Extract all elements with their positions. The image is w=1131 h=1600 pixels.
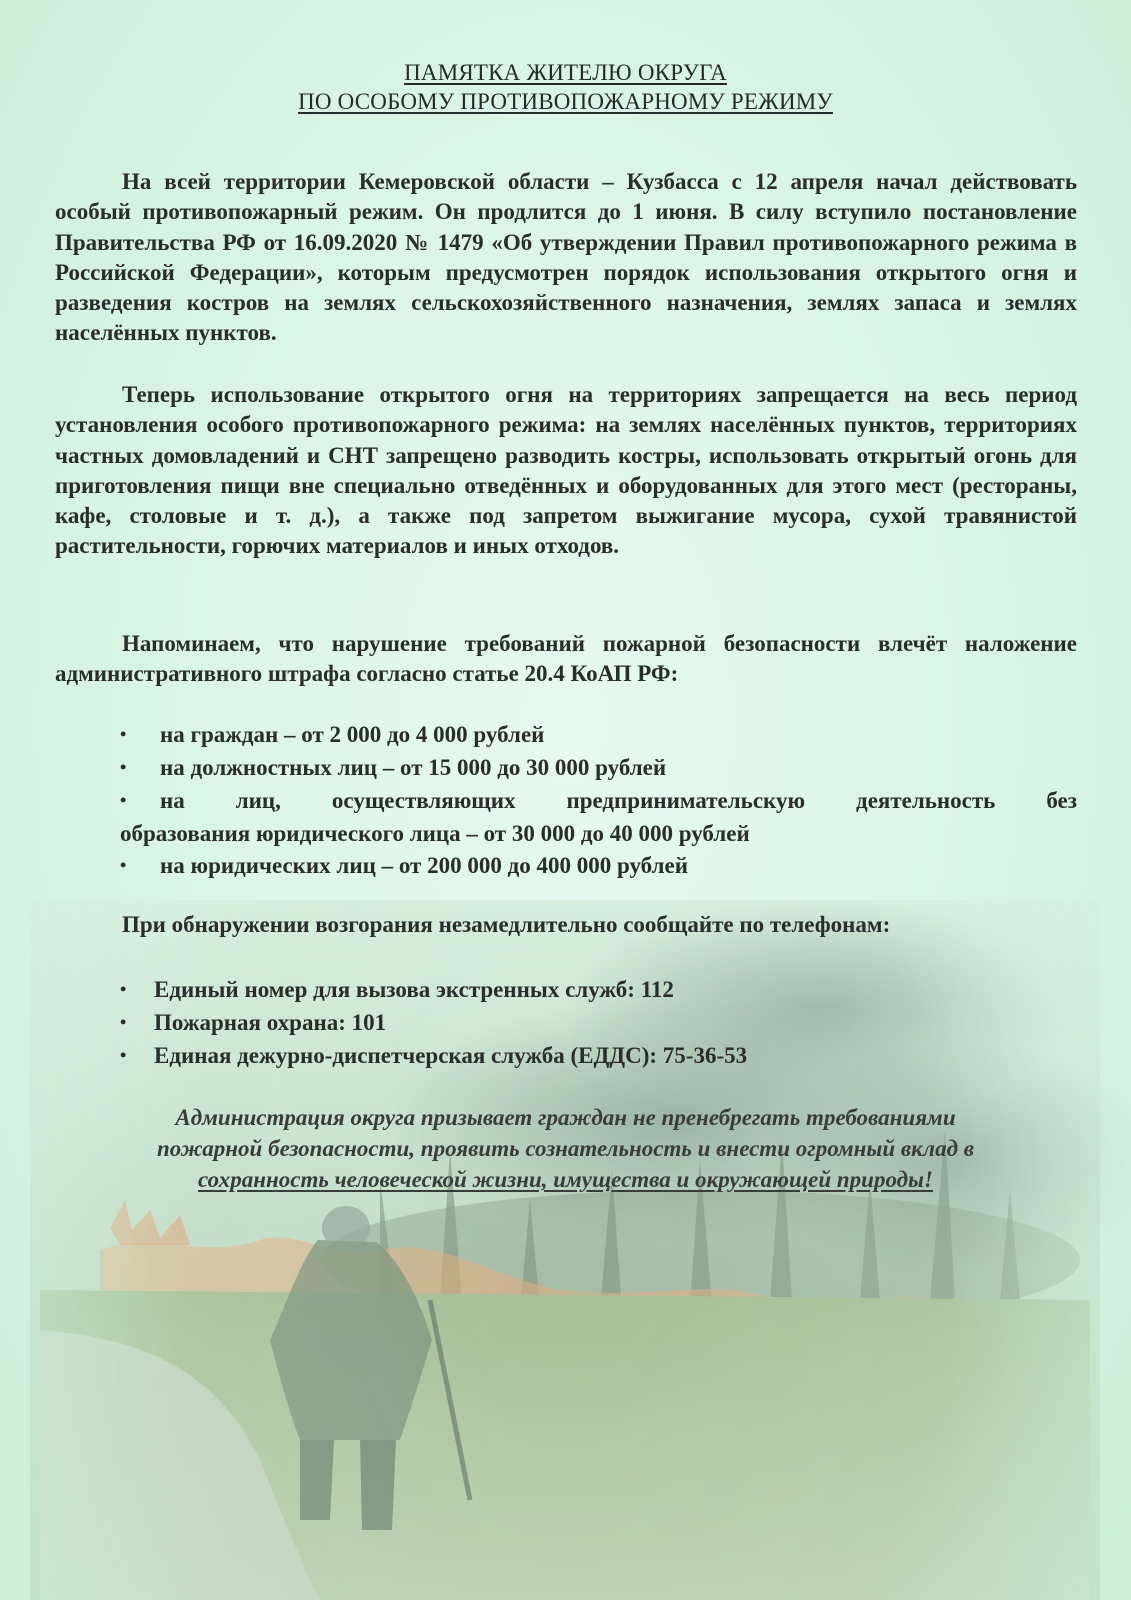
phone-text: Пожарная охрана: 101 [154,1010,387,1035]
fine-text: на граждан – от 2 000 до 4 000 рублей [160,722,545,747]
list-item [120,1040,1077,1073]
bullet-icon: • [120,757,127,777]
bullet-icon: • [120,1012,127,1032]
fines-intro-paragraph-text: Напоминаем, что нарушение требований пожарной безопасности влечёт наложение административного штрафа согласно статье 20.4 КоАП РФ: [55,631,1077,687]
bullet-icon: • [120,1045,127,1065]
contact-heading: При обнаружении возгорания незамедлительно сообщайте по телефонам: [122,912,891,937]
appeal-line-3: сохранность человеческой жизни, имущества и окружающей природы! [198,1167,933,1192]
restrictions-paragraph [55,380,1077,562]
list-item [120,719,1077,752]
list-item [120,785,1077,818]
phones-list [120,974,1077,1073]
document-title-line-2: ПО ОСОБОМУ ПРОТИВОПОЖАРНОМУ РЕЖИМУ [298,89,833,114]
appeal-line-2: пожарной безопасности, проявить сознательность и внести огромный вклад в [156,1136,975,1161]
bullet-icon: • [120,855,127,875]
phone-text: Единая дежурно-диспетчерская служба (ЕДДС): 75-36-53 [154,1043,748,1068]
restrictions-paragraph-text: Теперь использование открытого огня на территориях запрещается на весь период установления особого противопожарного режима: на землях населённых пунктов, территориях частных домовладений и СНТ запрещено разводить костры, использовать открытый огонь для приготовления пищи вне специально отведённых и оборудованных для этого мест (рестораны, кафе, столовые и т. д.), а также под запретом выжигание мусора, сухой травянистой растительности, горючих материалов и иных отходов. [55,382,1077,559]
fines-intro-paragraph [55,629,1077,690]
document-title-line-1: ПАМЯТКА ЖИТЕЛЮ ОКРУГА [404,60,727,85]
phone-text: Единый номер для вызова экстренных служб: 112 [154,977,674,1002]
bullet-icon: • [120,979,127,999]
list-item [120,974,1077,1007]
fines-list [120,719,1077,883]
list-item [120,752,1077,785]
fine-text: на юридических лиц – от 200 000 до 400 000 рублей [160,853,688,878]
appeal-line-1: Администрация округа призывает граждан не пренебрегать требованиями [175,1105,956,1130]
intro-paragraph-text: На всей территории Кемеровской области – Кузбасса с 12 апреля начал действовать особый противопожарный режим. Он продлится до 1 июня. В силу вступило постановление Правительства РФ от 16.09.2020 № 1479 «Об утверждении Правил противопожарного режима в Российской Федерации», которым предусмотрен порядок использования открытого огня и разведения костров на землях сельскохозяйственного назначения, землях запаса и землях населённых пунктов. [55,169,1077,346]
list-item [120,1007,1077,1040]
list-item [120,850,1077,883]
bullet-icon: • [120,790,127,810]
fine-text: на должностных лиц – от 15 000 до 30 000 рублей [160,755,667,780]
intro-paragraph [55,167,1077,349]
fine-text: на лиц, осуществляющих предпринимательскую деятельность без [160,788,1077,813]
bullet-icon: • [120,724,127,744]
list-item-continuation [120,818,1077,850]
fine-text: образования юридического лица – от 30 000 до 40 000 рублей [120,821,750,846]
